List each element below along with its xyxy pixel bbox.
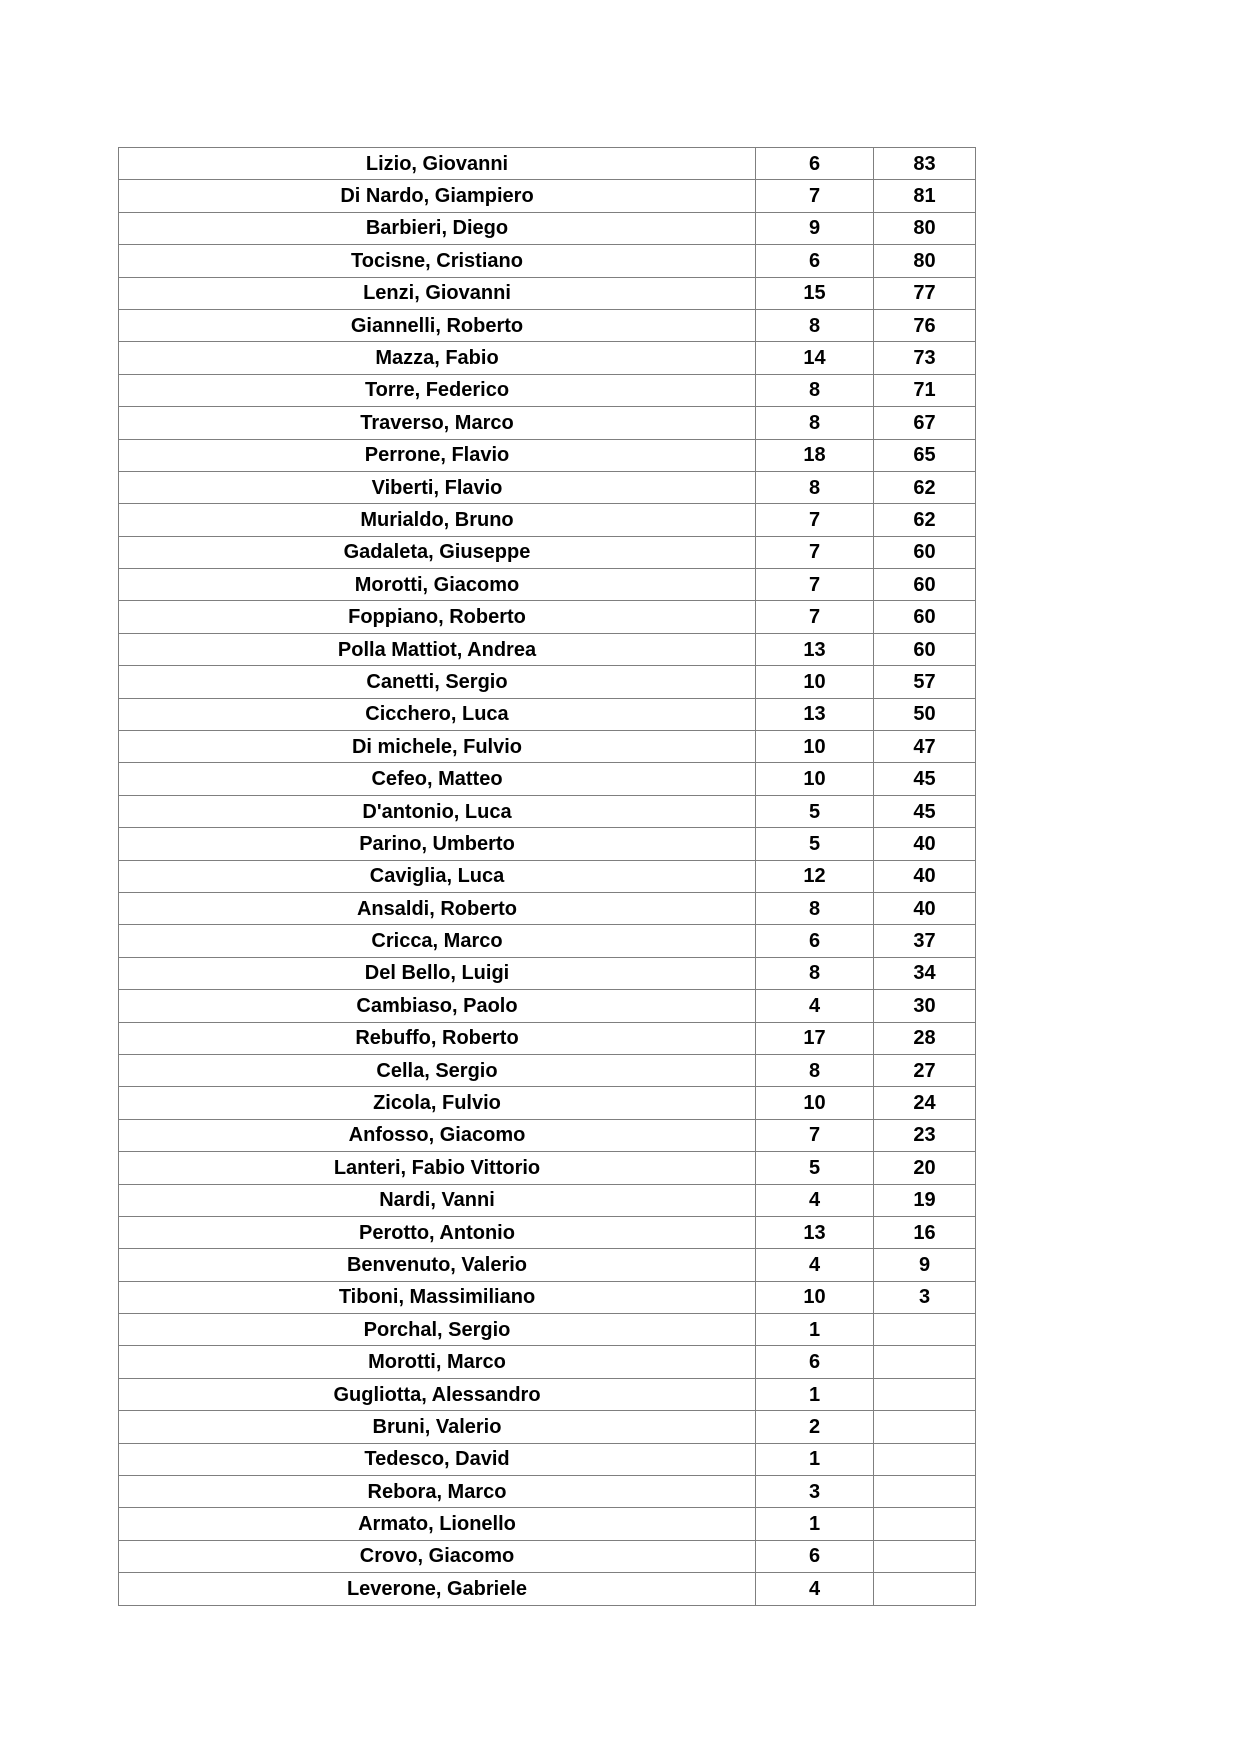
table-row (119, 698, 976, 730)
table-row (119, 1184, 976, 1216)
player-name-cell: Rebuffo, Roberto (119, 1022, 756, 1054)
value-cell-3 (874, 1540, 976, 1572)
table-row (119, 795, 976, 827)
value-cell-3: 81 (874, 180, 976, 212)
table-row (119, 504, 976, 536)
value-cell-2: 8 (756, 309, 874, 341)
table-row (119, 1022, 976, 1054)
value-cell-2: 5 (756, 1152, 874, 1184)
value-cell-2: 12 (756, 860, 874, 892)
value-cell-3: 60 (874, 633, 976, 665)
value-cell-3: 40 (874, 860, 976, 892)
value-cell-2: 6 (756, 1346, 874, 1378)
table-row (119, 1508, 976, 1540)
table-row (119, 1573, 976, 1605)
value-cell-3: 37 (874, 925, 976, 957)
player-name-cell: Cefeo, Matteo (119, 763, 756, 795)
value-cell-3: 67 (874, 407, 976, 439)
value-cell-2: 8 (756, 1054, 874, 1086)
value-cell-3 (874, 1346, 976, 1378)
player-name-cell: Zicola, Fulvio (119, 1087, 756, 1119)
value-cell-3: 45 (874, 795, 976, 827)
value-cell-2: 18 (756, 439, 874, 471)
table-row (119, 1152, 976, 1184)
player-name-cell: Giannelli, Roberto (119, 309, 756, 341)
table-row (119, 666, 976, 698)
player-name-cell: Parino, Umberto (119, 828, 756, 860)
value-cell-3 (874, 1443, 976, 1475)
table-row (119, 892, 976, 924)
value-cell-3: 57 (874, 666, 976, 698)
value-cell-3: 30 (874, 990, 976, 1022)
value-cell-2: 13 (756, 1216, 874, 1248)
player-name-cell: Benvenuto, Valerio (119, 1249, 756, 1281)
player-name-cell: Di michele, Fulvio (119, 731, 756, 763)
ranking-table (118, 147, 976, 1606)
table-row (119, 1054, 976, 1086)
player-name-cell: Lenzi, Giovanni (119, 277, 756, 309)
value-cell-2: 8 (756, 957, 874, 989)
value-cell-3 (874, 1508, 976, 1540)
value-cell-2: 7 (756, 536, 874, 568)
value-cell-2: 7 (756, 180, 874, 212)
table-row (119, 990, 976, 1022)
player-name-cell: Crovo, Giacomo (119, 1540, 756, 1572)
value-cell-3: 40 (874, 892, 976, 924)
player-name-cell: Perotto, Antonio (119, 1216, 756, 1248)
player-name-cell: Cambiaso, Paolo (119, 990, 756, 1022)
table-row (119, 1540, 976, 1572)
table-row (119, 1119, 976, 1151)
value-cell-2: 1 (756, 1378, 874, 1410)
value-cell-2: 8 (756, 374, 874, 406)
value-cell-3: 80 (874, 212, 976, 244)
value-cell-3: 50 (874, 698, 976, 730)
table-row (119, 180, 976, 212)
value-cell-3: 83 (874, 148, 976, 180)
value-cell-3: 34 (874, 957, 976, 989)
value-cell-2: 14 (756, 342, 874, 374)
player-name-cell: Gugliotta, Alessandro (119, 1378, 756, 1410)
player-name-cell: D'antonio, Luca (119, 795, 756, 827)
value-cell-3: 9 (874, 1249, 976, 1281)
value-cell-3: 47 (874, 731, 976, 763)
table-row (119, 633, 976, 665)
value-cell-2: 8 (756, 471, 874, 503)
player-name-cell: Leverone, Gabriele (119, 1573, 756, 1605)
player-name-cell: Morotti, Marco (119, 1346, 756, 1378)
value-cell-3: 28 (874, 1022, 976, 1054)
player-name-cell: Barbieri, Diego (119, 212, 756, 244)
player-name-cell: Caviglia, Luca (119, 860, 756, 892)
table-row (119, 1346, 976, 1378)
table-row (119, 439, 976, 471)
player-name-cell: Di Nardo, Giampiero (119, 180, 756, 212)
value-cell-3 (874, 1573, 976, 1605)
table-row (119, 148, 976, 180)
table-row (119, 471, 976, 503)
player-name-cell: Tocisne, Cristiano (119, 245, 756, 277)
value-cell-3: 62 (874, 471, 976, 503)
player-name-cell: Del Bello, Luigi (119, 957, 756, 989)
value-cell-2: 4 (756, 990, 874, 1022)
value-cell-2: 6 (756, 1540, 874, 1572)
ranking-table-body (119, 148, 976, 1606)
value-cell-3 (874, 1378, 976, 1410)
value-cell-3: 24 (874, 1087, 976, 1119)
value-cell-3: 19 (874, 1184, 976, 1216)
player-name-cell: Tiboni, Massimiliano (119, 1281, 756, 1313)
table-row (119, 1476, 976, 1508)
value-cell-2: 7 (756, 1119, 874, 1151)
table-row (119, 309, 976, 341)
player-name-cell: Bruni, Valerio (119, 1411, 756, 1443)
value-cell-3: 73 (874, 342, 976, 374)
table-row (119, 957, 976, 989)
value-cell-3: 62 (874, 504, 976, 536)
value-cell-3: 71 (874, 374, 976, 406)
table-row (119, 860, 976, 892)
value-cell-3: 16 (874, 1216, 976, 1248)
value-cell-3: 77 (874, 277, 976, 309)
value-cell-2: 1 (756, 1314, 874, 1346)
value-cell-3 (874, 1476, 976, 1508)
player-name-cell: Polla Mattiot, Andrea (119, 633, 756, 665)
player-name-cell: Perrone, Flavio (119, 439, 756, 471)
value-cell-2: 8 (756, 407, 874, 439)
value-cell-2: 4 (756, 1573, 874, 1605)
table-row (119, 925, 976, 957)
value-cell-2: 7 (756, 504, 874, 536)
table-row (119, 212, 976, 244)
table-row (119, 407, 976, 439)
table-row (119, 1411, 976, 1443)
value-cell-2: 9 (756, 212, 874, 244)
player-name-cell: Rebora, Marco (119, 1476, 756, 1508)
player-name-cell: Tedesco, David (119, 1443, 756, 1475)
value-cell-2: 15 (756, 277, 874, 309)
value-cell-2: 10 (756, 731, 874, 763)
value-cell-3: 27 (874, 1054, 976, 1086)
player-name-cell: Murialdo, Bruno (119, 504, 756, 536)
player-name-cell: Cella, Sergio (119, 1054, 756, 1086)
player-name-cell: Lanteri, Fabio Vittorio (119, 1152, 756, 1184)
table-row (119, 1216, 976, 1248)
value-cell-2: 10 (756, 1087, 874, 1119)
player-name-cell: Morotti, Giacomo (119, 569, 756, 601)
value-cell-2: 5 (756, 828, 874, 860)
player-name-cell: Canetti, Sergio (119, 666, 756, 698)
value-cell-2: 4 (756, 1249, 874, 1281)
player-name-cell: Cricca, Marco (119, 925, 756, 957)
value-cell-2: 8 (756, 892, 874, 924)
value-cell-2: 3 (756, 1476, 874, 1508)
player-name-cell: Armato, Lionello (119, 1508, 756, 1540)
value-cell-2: 6 (756, 148, 874, 180)
player-name-cell: Cicchero, Luca (119, 698, 756, 730)
player-name-cell: Porchal, Sergio (119, 1314, 756, 1346)
table-row (119, 1249, 976, 1281)
value-cell-2: 13 (756, 698, 874, 730)
value-cell-2: 7 (756, 569, 874, 601)
value-cell-3: 23 (874, 1119, 976, 1151)
table-row (119, 1378, 976, 1410)
player-name-cell: Traverso, Marco (119, 407, 756, 439)
value-cell-3 (874, 1411, 976, 1443)
value-cell-3: 60 (874, 536, 976, 568)
value-cell-2: 1 (756, 1508, 874, 1540)
value-cell-2: 2 (756, 1411, 874, 1443)
table-row (119, 374, 976, 406)
player-name-cell: Mazza, Fabio (119, 342, 756, 374)
table-row (119, 536, 976, 568)
table-row (119, 1281, 976, 1313)
table-row (119, 277, 976, 309)
table-row (119, 763, 976, 795)
table-row (119, 1443, 976, 1475)
value-cell-3: 40 (874, 828, 976, 860)
value-cell-2: 5 (756, 795, 874, 827)
table-row (119, 828, 976, 860)
value-cell-3: 20 (874, 1152, 976, 1184)
value-cell-2: 10 (756, 666, 874, 698)
player-name-cell: Lizio, Giovanni (119, 148, 756, 180)
player-name-cell: Anfosso, Giacomo (119, 1119, 756, 1151)
value-cell-3: 60 (874, 601, 976, 633)
value-cell-2: 10 (756, 1281, 874, 1313)
table-row (119, 1087, 976, 1119)
value-cell-2: 10 (756, 763, 874, 795)
table-row (119, 1314, 976, 1346)
value-cell-2: 6 (756, 245, 874, 277)
table-row (119, 245, 976, 277)
value-cell-2: 1 (756, 1443, 874, 1475)
table-row (119, 569, 976, 601)
value-cell-3: 80 (874, 245, 976, 277)
player-name-cell: Ansaldi, Roberto (119, 892, 756, 924)
value-cell-3: 3 (874, 1281, 976, 1313)
value-cell-2: 7 (756, 601, 874, 633)
table-row (119, 601, 976, 633)
value-cell-2: 17 (756, 1022, 874, 1054)
value-cell-3 (874, 1314, 976, 1346)
player-name-cell: Foppiano, Roberto (119, 601, 756, 633)
table-row (119, 342, 976, 374)
player-name-cell: Nardi, Vanni (119, 1184, 756, 1216)
value-cell-3: 65 (874, 439, 976, 471)
value-cell-2: 6 (756, 925, 874, 957)
table-row (119, 731, 976, 763)
value-cell-2: 4 (756, 1184, 874, 1216)
value-cell-3: 45 (874, 763, 976, 795)
value-cell-3: 60 (874, 569, 976, 601)
player-name-cell: Gadaleta, Giuseppe (119, 536, 756, 568)
value-cell-2: 13 (756, 633, 874, 665)
player-name-cell: Viberti, Flavio (119, 471, 756, 503)
player-name-cell: Torre, Federico (119, 374, 756, 406)
value-cell-3: 76 (874, 309, 976, 341)
